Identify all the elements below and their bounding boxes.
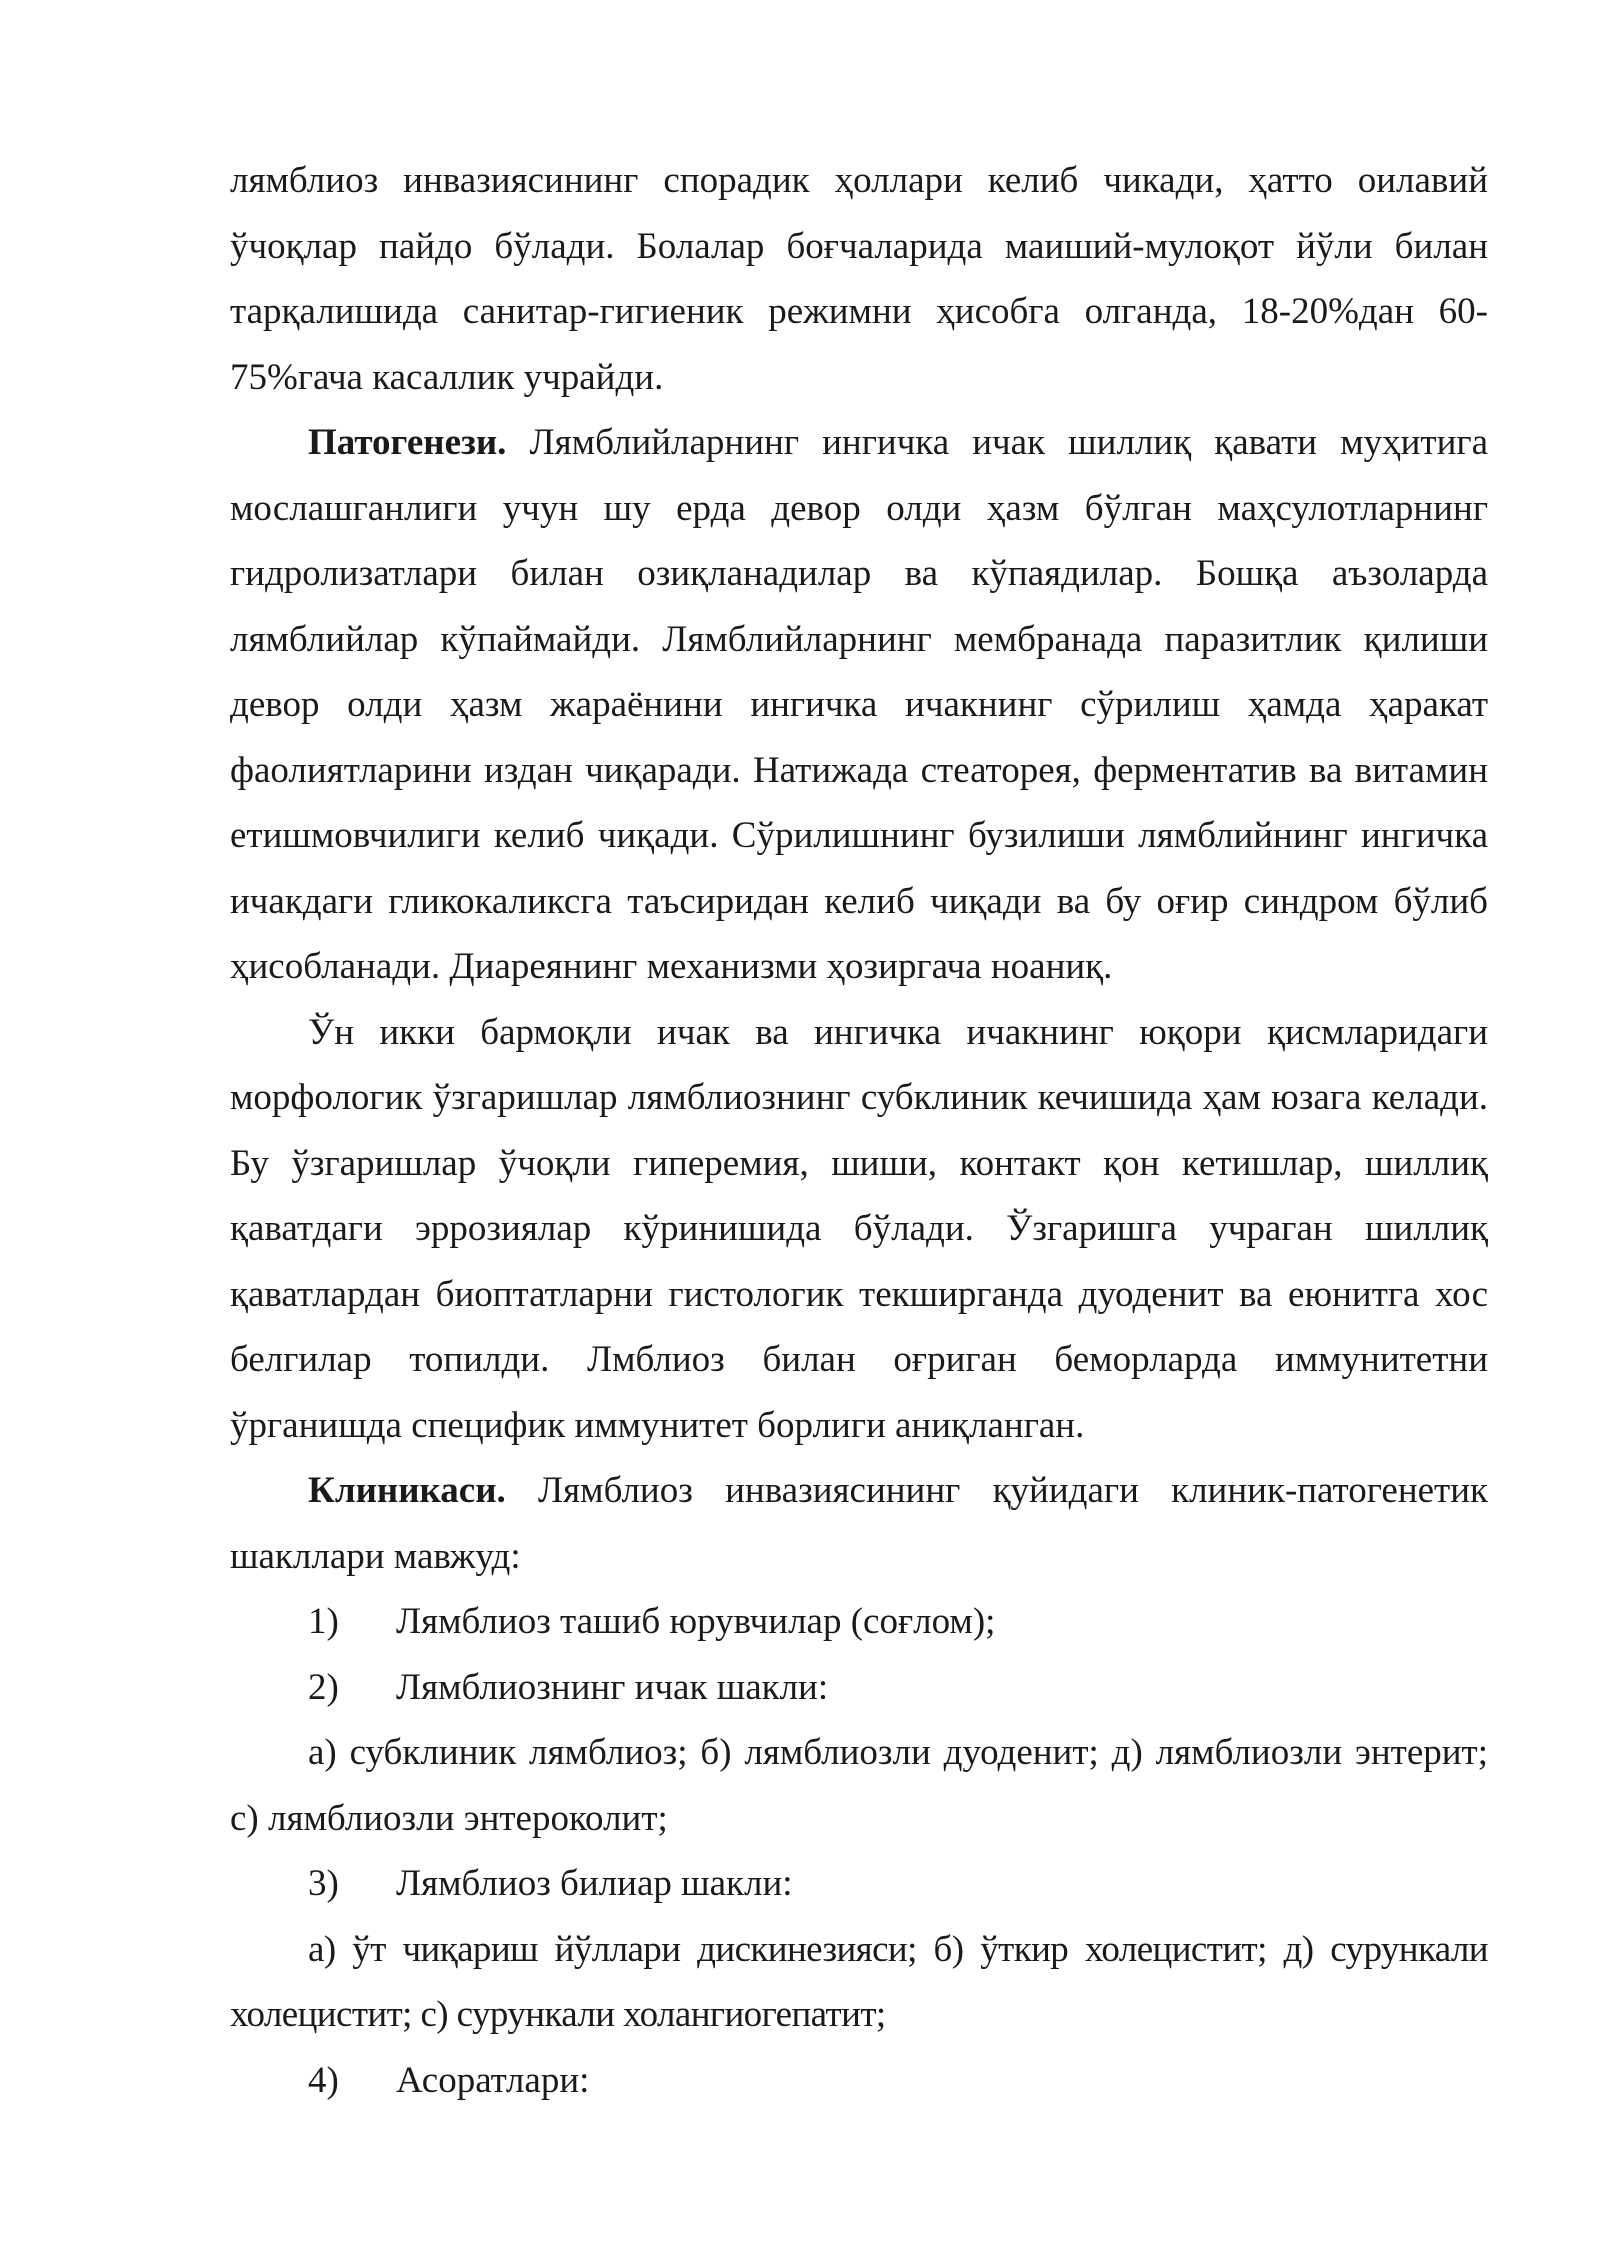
paragraph-morphology-text: Ўн икки бармоқли ичак ва ингичка ичакнинг юқори қисмларидаги морфологик ўзгаришлар лямблиознинг субклиник кечишида ҳам юзага келади. Бу ўзгаришлар ўчоқли гиперемия, шиши, контакт қон кетишлар, шиллиқ қаватдаги эррозиялар кўринишида бўлади. Ўзгаришга учраган шиллиқ қаватлардан биоптатларни гистологик текширганда дуоденит ва еюнитга хос белгилар топилди. Лмблиоз билан оғриган беморларда иммунитетни ўрганишда специфик иммунитет борлиги аниқланган. <box>230 1011 1488 1446</box>
list-item-text: Лямблиоз билиар шакли: <box>396 1863 793 1904</box>
document-page <box>230 148 1488 2113</box>
list-item-number: 4) <box>308 2059 339 2101</box>
list-item-number: 1) <box>308 1601 339 1642</box>
list-item-1 <box>230 1589 1488 1655</box>
list-item-text: Лямблиознинг ичак шакли: <box>396 1666 829 1708</box>
paragraph-pathogenesis <box>230 410 1488 1000</box>
list-item-text: Лямблиоз ташиб юрувчилар (соғлом); <box>396 1601 996 1642</box>
list-item-number: 3) <box>308 1863 339 1904</box>
paragraph-intro-text: лямблиоз инвазиясининг спорадик ҳоллари келиб чикади, ҳатто оилавий ўчоқлар пайдо бўлади. Болалар боғчаларида маиший-мулоқот йўли билан тарқалишида санитар-гигиеник режимни ҳисобга олганда, 18-20%дан 60-75%гача касаллик учрайди. <box>230 160 1488 398</box>
paragraph-pathogenesis-text: Лямблийларнинг ингичка ичак шиллиқ қавати муҳитига мослашганлиги учун шу ерда девор олди ҳазм бўлган маҳсулотларнинг гидролизатлари билан озиқланадилар ва кўпаядилар. Бошқа аъзоларда лямблийлар кўпаймайди. Лямблийларнинг мембранада паразитлик қилиши девор олди ҳазм жараёнини ингичка ичакнинг сўрилиш ҳамда ҳаракат фаолиятларини издан чиқаради. Натижада стеаторея, ферментатив ва витамин етишмовчилиги келиб чиқади. Сўрилишнинг бузилиши лямблийнинг ингичка ичакдаги гликокаликсга таъсиридан келиб чиқади ва бу оғир синдром бўлиб ҳисобланади. Диареянинг механизми ҳозиргача ноаниқ. <box>230 422 1488 987</box>
paragraph-morphology <box>230 1000 1488 1459</box>
list-subitems-text: а) субклиник лямблиоз; б) лямблиозли дуоденит; д) лямблиозли энтерит; с) лямблиозли энтероколит; <box>230 1732 1488 1839</box>
paragraph-intro <box>230 148 1488 410</box>
paragraph-clinic <box>230 1458 1488 1589</box>
list-item-2 <box>230 1655 1488 1721</box>
list-item-3 <box>230 1851 1488 1917</box>
list-item-2-subitems <box>230 1720 1488 1851</box>
list-item-4 <box>230 2048 1488 2114</box>
list-item-3-subitems <box>230 1917 1488 2048</box>
list-subitems-text: а) ўт чиқариш йўллари дискинезияси; б) ўткир холецистит; д) сурункали холецистит; с) сурункали холангиогепатит; <box>230 1928 1488 2035</box>
heading-clinic: Клиникаси. <box>308 1470 506 1511</box>
list-item-text: Асоратлари: <box>396 2059 590 2101</box>
paragraph-clinic-text: Лямблиоз инвазиясининг қуйидаги клиник-патогенетик шакллари мавжуд: <box>230 1470 1488 1577</box>
list-item-number: 2) <box>308 1666 339 1708</box>
heading-pathogenesis: Патогенези. <box>308 422 507 463</box>
